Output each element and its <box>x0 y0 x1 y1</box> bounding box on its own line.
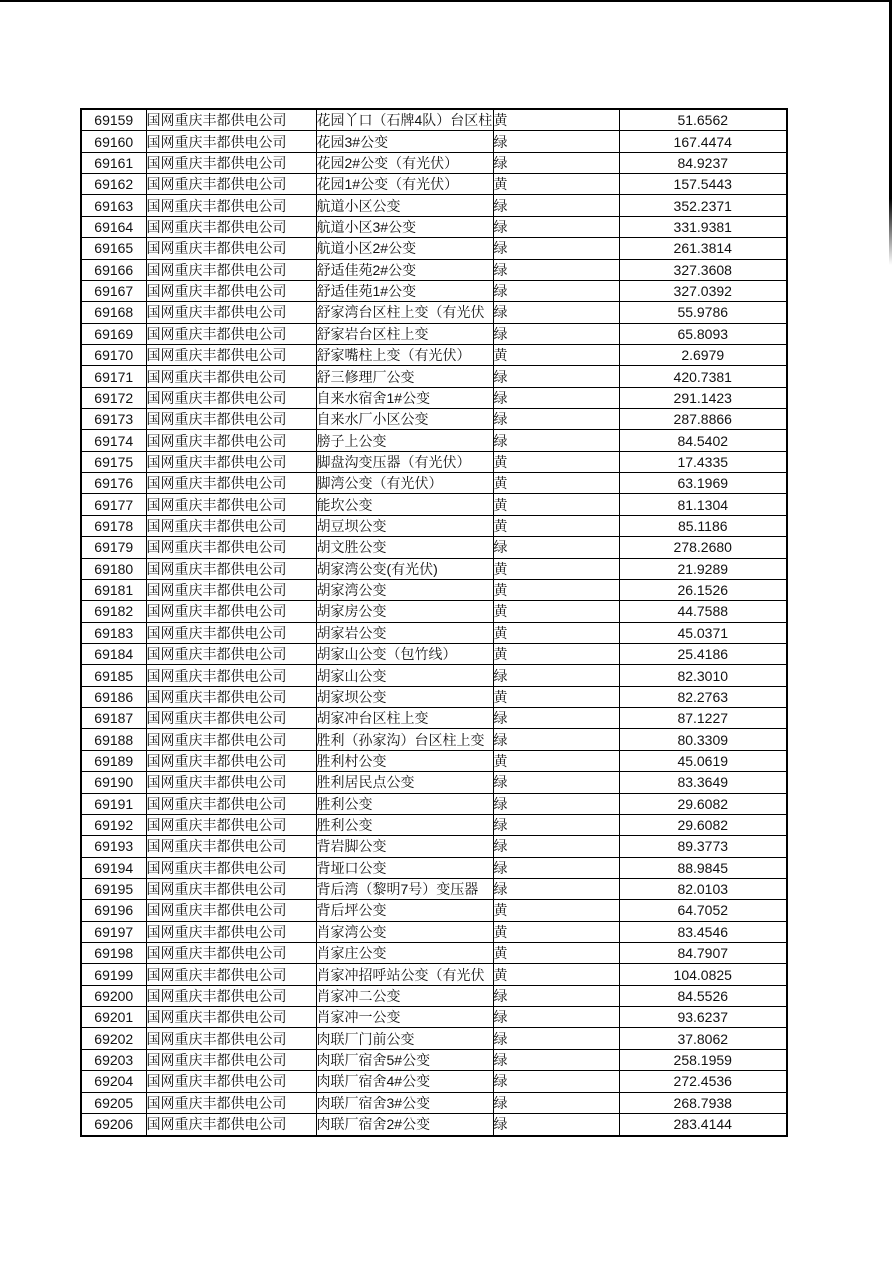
cell-status: 绿 <box>493 323 619 344</box>
table-body <box>81 109 787 1136</box>
table-row <box>81 964 787 985</box>
cell-value: 63.1969 <box>619 473 787 494</box>
cell-company: 国网重庆丰都供电公司 <box>146 878 316 899</box>
cell-status: 绿 <box>493 1028 619 1049</box>
cell-company: 国网重庆丰都供电公司 <box>146 622 316 643</box>
cell-value: 37.8062 <box>619 1028 787 1049</box>
cell-company: 国网重庆丰都供电公司 <box>146 772 316 793</box>
cell-status: 绿 <box>493 537 619 558</box>
cell-row-id: 69164 <box>81 216 146 237</box>
cell-station-name: 胡家湾公变(有光伏) <box>316 558 493 579</box>
table-row <box>81 558 787 579</box>
cell-company: 国网重庆丰都供电公司 <box>146 131 316 152</box>
cell-row-id: 69206 <box>81 1113 146 1136</box>
cell-station-name: 肉联厂宿舍4#公变 <box>316 1071 493 1092</box>
cell-station-name: 胜利公变 <box>316 814 493 835</box>
cell-value: 83.3649 <box>619 772 787 793</box>
table-row <box>81 943 787 964</box>
cell-station-name: 背岩脚公变 <box>316 836 493 857</box>
cell-station-name: 花园2#公变（有光伏） <box>316 152 493 173</box>
station-data-table <box>80 108 788 1137</box>
cell-company: 国网重庆丰都供电公司 <box>146 943 316 964</box>
table-row <box>81 750 787 771</box>
cell-company: 国网重庆丰都供电公司 <box>146 387 316 408</box>
cell-station-name: 脚盘沟变压器（有光伏） <box>316 451 493 472</box>
cell-status: 黄 <box>493 473 619 494</box>
cell-status: 黄 <box>493 943 619 964</box>
cell-station-name: 胡豆坝公变 <box>316 515 493 536</box>
table-row <box>81 579 787 600</box>
cell-value: 26.1526 <box>619 579 787 600</box>
cell-status: 黄 <box>493 579 619 600</box>
cell-value: 83.4546 <box>619 921 787 942</box>
cell-station-name: 胡家山公变（包竹线） <box>316 644 493 665</box>
cell-row-id: 69193 <box>81 836 146 857</box>
cell-value: 85.1186 <box>619 515 787 536</box>
cell-value: 291.1423 <box>619 387 787 408</box>
cell-company: 国网重庆丰都供电公司 <box>146 195 316 216</box>
cell-value: 283.4144 <box>619 1113 787 1136</box>
cell-value: 287.8866 <box>619 409 787 430</box>
cell-station-name: 胡家冲台区柱上变 <box>316 708 493 729</box>
cell-value: 331.9381 <box>619 216 787 237</box>
page-top-edge-line <box>0 0 892 2</box>
cell-value: 278.2680 <box>619 537 787 558</box>
cell-row-id: 69167 <box>81 280 146 301</box>
cell-company: 国网重庆丰都供电公司 <box>146 579 316 600</box>
cell-station-name: 舒家湾台区柱上变（有光伏 <box>316 302 493 323</box>
table-row <box>81 1007 787 1028</box>
cell-value: 352.2371 <box>619 195 787 216</box>
cell-row-id: 69172 <box>81 387 146 408</box>
cell-row-id: 69169 <box>81 323 146 344</box>
cell-company: 国网重庆丰都供电公司 <box>146 323 316 344</box>
cell-company: 国网重庆丰都供电公司 <box>146 985 316 1006</box>
cell-station-name: 航道小区2#公变 <box>316 238 493 259</box>
cell-company: 国网重庆丰都供电公司 <box>146 174 316 195</box>
cell-station-name: 胡文胜公变 <box>316 537 493 558</box>
cell-company: 国网重庆丰都供电公司 <box>146 280 316 301</box>
cell-row-id: 69170 <box>81 344 146 365</box>
cell-station-name: 舒家嘴柱上变（有光伏） <box>316 344 493 365</box>
table-row <box>81 280 787 301</box>
cell-status: 黄 <box>493 174 619 195</box>
cell-status: 黄 <box>493 964 619 985</box>
cell-row-id: 69192 <box>81 814 146 835</box>
cell-status: 绿 <box>493 152 619 173</box>
table-row <box>81 857 787 878</box>
cell-row-id: 69195 <box>81 878 146 899</box>
table-row <box>81 793 787 814</box>
cell-status: 绿 <box>493 1113 619 1136</box>
cell-status: 绿 <box>493 366 619 387</box>
cell-status: 绿 <box>493 387 619 408</box>
cell-status: 绿 <box>493 131 619 152</box>
cell-company: 国网重庆丰都供电公司 <box>146 238 316 259</box>
cell-row-id: 69194 <box>81 857 146 878</box>
cell-row-id: 69173 <box>81 409 146 430</box>
cell-value: 82.3010 <box>619 665 787 686</box>
table-row <box>81 195 787 216</box>
cell-row-id: 69185 <box>81 665 146 686</box>
cell-row-id: 69160 <box>81 131 146 152</box>
cell-row-id: 69190 <box>81 772 146 793</box>
cell-value: 272.4536 <box>619 1071 787 1092</box>
cell-value: 261.3814 <box>619 238 787 259</box>
cell-station-name: 肖家冲招呼站公变（有光伏 <box>316 964 493 985</box>
cell-row-id: 69165 <box>81 238 146 259</box>
table-row <box>81 238 787 259</box>
cell-row-id: 69179 <box>81 537 146 558</box>
cell-row-id: 69168 <box>81 302 146 323</box>
cell-value: 167.4474 <box>619 131 787 152</box>
table-row <box>81 494 787 515</box>
cell-value: 45.0619 <box>619 750 787 771</box>
table-row <box>81 985 787 1006</box>
table-row <box>81 921 787 942</box>
cell-status: 黄 <box>493 515 619 536</box>
cell-status: 黄 <box>493 344 619 365</box>
cell-value: 80.3309 <box>619 729 787 750</box>
cell-value: 21.9289 <box>619 558 787 579</box>
cell-company: 国网重庆丰都供电公司 <box>146 473 316 494</box>
cell-status: 黄 <box>493 451 619 472</box>
cell-company: 国网重庆丰都供电公司 <box>146 515 316 536</box>
cell-station-name: 肖家冲二公变 <box>316 985 493 1006</box>
cell-value: 88.9845 <box>619 857 787 878</box>
cell-row-id: 69184 <box>81 644 146 665</box>
cell-row-id: 69166 <box>81 259 146 280</box>
cell-status: 黄 <box>493 750 619 771</box>
cell-company: 国网重庆丰都供电公司 <box>146 1028 316 1049</box>
cell-row-id: 69183 <box>81 622 146 643</box>
cell-status: 绿 <box>493 836 619 857</box>
table-row <box>81 686 787 707</box>
cell-station-name: 脚湾公变（有光伏） <box>316 473 493 494</box>
table-row <box>81 537 787 558</box>
cell-status: 绿 <box>493 985 619 1006</box>
table-row <box>81 302 787 323</box>
table-row <box>81 344 787 365</box>
table-row <box>81 665 787 686</box>
cell-status: 绿 <box>493 195 619 216</box>
cell-value: 44.7588 <box>619 601 787 622</box>
cell-station-name: 胡家房公变 <box>316 601 493 622</box>
cell-status: 绿 <box>493 708 619 729</box>
cell-value: 82.2763 <box>619 686 787 707</box>
cell-station-name: 航道小区公变 <box>316 195 493 216</box>
table-row <box>81 601 787 622</box>
cell-company: 国网重庆丰都供电公司 <box>146 1092 316 1113</box>
cell-value: 25.4186 <box>619 644 787 665</box>
cell-company: 国网重庆丰都供电公司 <box>146 708 316 729</box>
cell-value: 84.5526 <box>619 985 787 1006</box>
cell-row-id: 69182 <box>81 601 146 622</box>
cell-station-name: 花园3#公变 <box>316 131 493 152</box>
cell-row-id: 69202 <box>81 1028 146 1049</box>
cell-row-id: 69187 <box>81 708 146 729</box>
cell-row-id: 69205 <box>81 1092 146 1113</box>
cell-station-name: 舒三修理厂公变 <box>316 366 493 387</box>
table-row <box>81 1071 787 1092</box>
cell-value: 84.9237 <box>619 152 787 173</box>
cell-status: 绿 <box>493 772 619 793</box>
cell-station-name: 肖家湾公变 <box>316 921 493 942</box>
table-row <box>81 430 787 451</box>
cell-company: 国网重庆丰都供电公司 <box>146 900 316 921</box>
cell-station-name: 舒适佳苑2#公变 <box>316 259 493 280</box>
table-row <box>81 878 787 899</box>
cell-value: 93.6237 <box>619 1007 787 1028</box>
cell-station-name: 胡家山公变 <box>316 665 493 686</box>
cell-row-id: 69174 <box>81 430 146 451</box>
cell-station-name: 肉联厂门前公变 <box>316 1028 493 1049</box>
table-row <box>81 366 787 387</box>
cell-value: 157.5443 <box>619 174 787 195</box>
cell-status: 黄 <box>493 644 619 665</box>
cell-status: 绿 <box>493 814 619 835</box>
cell-station-name: 肉联厂宿舍3#公变 <box>316 1092 493 1113</box>
table-row <box>81 473 787 494</box>
cell-company: 国网重庆丰都供电公司 <box>146 964 316 985</box>
cell-company: 国网重庆丰都供电公司 <box>146 644 316 665</box>
cell-company: 国网重庆丰都供电公司 <box>146 921 316 942</box>
cell-company: 国网重庆丰都供电公司 <box>146 814 316 835</box>
cell-station-name: 背垭口公变 <box>316 857 493 878</box>
cell-status: 绿 <box>493 1071 619 1092</box>
cell-value: 104.0825 <box>619 964 787 985</box>
cell-row-id: 69191 <box>81 793 146 814</box>
table-row <box>81 259 787 280</box>
cell-company: 国网重庆丰都供电公司 <box>146 836 316 857</box>
cell-row-id: 69181 <box>81 579 146 600</box>
cell-station-name: 航道小区3#公变 <box>316 216 493 237</box>
cell-row-id: 69175 <box>81 451 146 472</box>
cell-value: 84.7907 <box>619 943 787 964</box>
cell-row-id: 69203 <box>81 1049 146 1070</box>
cell-company: 国网重庆丰都供电公司 <box>146 1007 316 1028</box>
cell-company: 国网重庆丰都供电公司 <box>146 259 316 280</box>
cell-value: 2.6979 <box>619 344 787 365</box>
cell-status: 黄 <box>493 686 619 707</box>
table-row <box>81 409 787 430</box>
table-row <box>81 323 787 344</box>
cell-station-name: 能坎公变 <box>316 494 493 515</box>
cell-value: 327.3608 <box>619 259 787 280</box>
cell-row-id: 69204 <box>81 1071 146 1092</box>
cell-status: 绿 <box>493 409 619 430</box>
cell-status: 黄 <box>493 900 619 921</box>
cell-company: 国网重庆丰都供电公司 <box>146 1113 316 1136</box>
cell-status: 绿 <box>493 216 619 237</box>
cell-status: 黄 <box>493 558 619 579</box>
cell-station-name: 舒家岩台区柱上变 <box>316 323 493 344</box>
cell-station-name: 膀子上公变 <box>316 430 493 451</box>
cell-company: 国网重庆丰都供电公司 <box>146 152 316 173</box>
cell-value: 84.5402 <box>619 430 787 451</box>
cell-status: 黄 <box>493 109 619 131</box>
cell-station-name: 胡家岩公变 <box>316 622 493 643</box>
table-row <box>81 644 787 665</box>
cell-company: 国网重庆丰都供电公司 <box>146 366 316 387</box>
cell-value: 420.7381 <box>619 366 787 387</box>
cell-company: 国网重庆丰都供电公司 <box>146 1049 316 1070</box>
cell-row-id: 69188 <box>81 729 146 750</box>
table-row <box>81 131 787 152</box>
cell-company: 国网重庆丰都供电公司 <box>146 216 316 237</box>
cell-row-id: 69201 <box>81 1007 146 1028</box>
cell-status: 绿 <box>493 280 619 301</box>
cell-company: 国网重庆丰都供电公司 <box>146 686 316 707</box>
table-row <box>81 451 787 472</box>
cell-value: 51.6562 <box>619 109 787 131</box>
cell-value: 327.0392 <box>619 280 787 301</box>
cell-company: 国网重庆丰都供电公司 <box>146 537 316 558</box>
cell-status: 绿 <box>493 1092 619 1113</box>
table-row <box>81 836 787 857</box>
table-row <box>81 109 787 131</box>
cell-company: 国网重庆丰都供电公司 <box>146 344 316 365</box>
table-row <box>81 174 787 195</box>
cell-status: 黄 <box>493 494 619 515</box>
cell-station-name: 胜利公变 <box>316 793 493 814</box>
table-row <box>81 729 787 750</box>
cell-status: 黄 <box>493 921 619 942</box>
cell-value: 45.0371 <box>619 622 787 643</box>
table-row <box>81 814 787 835</box>
cell-station-name: 胜利村公变 <box>316 750 493 771</box>
cell-status: 绿 <box>493 665 619 686</box>
cell-row-id: 69163 <box>81 195 146 216</box>
cell-status: 绿 <box>493 1049 619 1070</box>
cell-status: 绿 <box>493 238 619 259</box>
cell-company: 国网重庆丰都供电公司 <box>146 601 316 622</box>
cell-row-id: 69200 <box>81 985 146 1006</box>
cell-company: 国网重庆丰都供电公司 <box>146 750 316 771</box>
cell-row-id: 69159 <box>81 109 146 131</box>
cell-row-id: 69176 <box>81 473 146 494</box>
cell-station-name: 背后坪公变 <box>316 900 493 921</box>
table-row <box>81 708 787 729</box>
cell-status: 绿 <box>493 857 619 878</box>
table-row <box>81 622 787 643</box>
cell-station-name: 自来水宿舍1#公变 <box>316 387 493 408</box>
table-row <box>81 387 787 408</box>
cell-station-name: 胜利居民点公变 <box>316 772 493 793</box>
table-row <box>81 1028 787 1049</box>
cell-station-name: 肖家庄公变 <box>316 943 493 964</box>
cell-status: 绿 <box>493 430 619 451</box>
cell-status: 黄 <box>493 622 619 643</box>
cell-row-id: 69189 <box>81 750 146 771</box>
cell-row-id: 69171 <box>81 366 146 387</box>
cell-value: 81.1304 <box>619 494 787 515</box>
cell-status: 绿 <box>493 878 619 899</box>
cell-row-id: 69197 <box>81 921 146 942</box>
cell-station-name: 胡家坝公变 <box>316 686 493 707</box>
cell-company: 国网重庆丰都供电公司 <box>146 109 316 131</box>
cell-company: 国网重庆丰都供电公司 <box>146 665 316 686</box>
cell-value: 65.8093 <box>619 323 787 344</box>
cell-value: 82.0103 <box>619 878 787 899</box>
cell-status: 黄 <box>493 601 619 622</box>
cell-status: 绿 <box>493 302 619 323</box>
cell-company: 国网重庆丰都供电公司 <box>146 302 316 323</box>
cell-status: 绿 <box>493 259 619 280</box>
cell-value: 29.6082 <box>619 814 787 835</box>
cell-value: 89.3773 <box>619 836 787 857</box>
cell-value: 64.7052 <box>619 900 787 921</box>
cell-row-id: 69161 <box>81 152 146 173</box>
table-row <box>81 1049 787 1070</box>
cell-company: 国网重庆丰都供电公司 <box>146 857 316 878</box>
cell-station-name: 舒适佳苑1#公变 <box>316 280 493 301</box>
table-row <box>81 900 787 921</box>
cell-company: 国网重庆丰都供电公司 <box>146 1071 316 1092</box>
cell-row-id: 69177 <box>81 494 146 515</box>
cell-value: 258.1959 <box>619 1049 787 1070</box>
cell-value: 29.6082 <box>619 793 787 814</box>
cell-row-id: 69162 <box>81 174 146 195</box>
cell-row-id: 69186 <box>81 686 146 707</box>
cell-station-name: 肉联厂宿舍2#公变 <box>316 1113 493 1136</box>
cell-row-id: 69178 <box>81 515 146 536</box>
cell-station-name: 胜利（孙家沟）台区柱上变 <box>316 729 493 750</box>
cell-row-id: 69198 <box>81 943 146 964</box>
cell-row-id: 69180 <box>81 558 146 579</box>
cell-status: 绿 <box>493 1007 619 1028</box>
cell-station-name: 肉联厂宿舍5#公变 <box>316 1049 493 1070</box>
cell-row-id: 69196 <box>81 900 146 921</box>
cell-value: 55.9786 <box>619 302 787 323</box>
cell-company: 国网重庆丰都供电公司 <box>146 494 316 515</box>
cell-company: 国网重庆丰都供电公司 <box>146 793 316 814</box>
table-row <box>81 515 787 536</box>
cell-value: 268.7938 <box>619 1092 787 1113</box>
cell-status: 绿 <box>493 793 619 814</box>
cell-company: 国网重庆丰都供电公司 <box>146 430 316 451</box>
cell-company: 国网重庆丰都供电公司 <box>146 451 316 472</box>
cell-station-name: 肖家冲一公变 <box>316 1007 493 1028</box>
cell-row-id: 69199 <box>81 964 146 985</box>
cell-company: 国网重庆丰都供电公司 <box>146 558 316 579</box>
table-row <box>81 152 787 173</box>
table-row <box>81 1092 787 1113</box>
table-row <box>81 216 787 237</box>
cell-station-name: 花园1#公变（有光伏） <box>316 174 493 195</box>
cell-status: 绿 <box>493 729 619 750</box>
cell-company: 国网重庆丰都供电公司 <box>146 409 316 430</box>
cell-value: 87.1227 <box>619 708 787 729</box>
cell-company: 国网重庆丰都供电公司 <box>146 729 316 750</box>
cell-station-name: 花园丫口（石牌4队）台区柱 <box>316 109 493 131</box>
table-row <box>81 772 787 793</box>
cell-value: 17.4335 <box>619 451 787 472</box>
cell-station-name: 背后湾（黎明7号）变压器 <box>316 878 493 899</box>
cell-station-name: 自来水厂小区公变 <box>316 409 493 430</box>
cell-station-name: 胡家湾公变 <box>316 579 493 600</box>
table-row <box>81 1113 787 1136</box>
